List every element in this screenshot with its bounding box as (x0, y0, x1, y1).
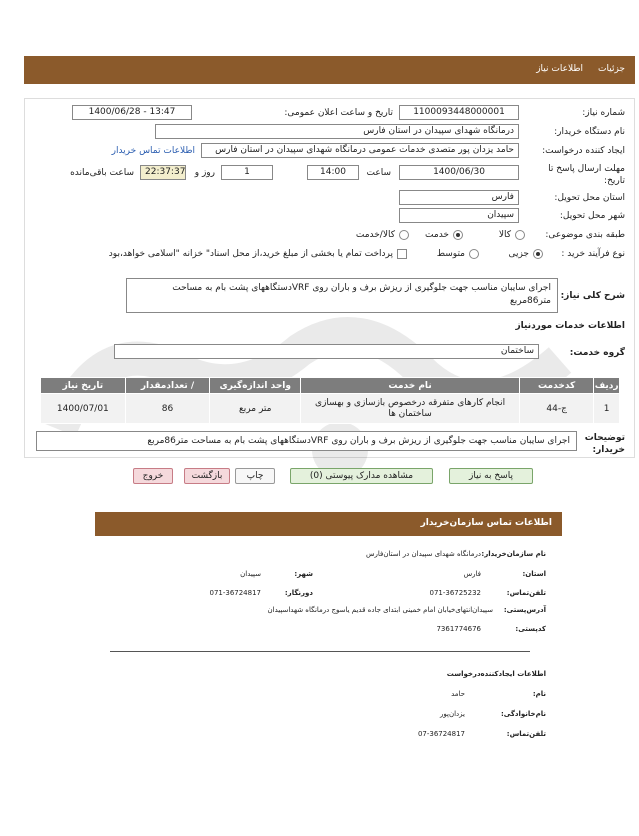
contact-phone-value: 071-36725232 (429, 589, 481, 597)
col-need-date: تاریخ نیاز (41, 378, 126, 394)
contact-address-value: سپیدان‌انتهای‌خیابان امام خمینی ابتدای جاده قدیم یاسوج درمانگاه شهداسپیدان (267, 606, 493, 614)
exit-button[interactable]: خروج (133, 468, 173, 484)
category-goods-radio[interactable] (515, 230, 525, 240)
creator-label: ایجاد کننده درخواست: (542, 146, 625, 156)
remaining-days-field: 1 (221, 165, 273, 180)
category-goods-label: کالا (498, 230, 511, 240)
creator-field: حامد یزدان پور متصدی خدمات عمومی درمانگاه شهدای سپیدان در استان فارس (201, 143, 519, 158)
remaining-time-label: ساعت باقی‌مانده (70, 168, 134, 178)
creator-info-title: اطلاعات ایجادکننده‌درخواست (446, 670, 546, 678)
need-number-label: شماره نیاز: (582, 108, 625, 118)
process-type-label: نوع فرآیند خرید : (561, 249, 625, 259)
contact-fax-label: دورنگار: (284, 589, 313, 597)
delivery-city-label: شهر محل تحویل: (559, 211, 625, 221)
buyer-contact-link[interactable]: اطلاعات تماس خریدار (111, 146, 195, 156)
tab-need-info[interactable]: اطلاعات نیاز (536, 64, 583, 74)
deadline-hour-field: 14:00 (307, 165, 359, 180)
table-row (41, 394, 620, 424)
contact-address-label: آدرس‌پستی: (503, 606, 546, 614)
process-partial-radio[interactable] (533, 249, 543, 259)
col-service-name: نام خدمت (301, 378, 520, 394)
remaining-time-field: 22:37:37 (140, 165, 186, 180)
creator-phone-label: تلفن‌تماس: (506, 730, 546, 738)
back-button[interactable]: بازگشت (184, 468, 230, 484)
process-partial-label: جزیی (508, 249, 529, 259)
services-table (40, 377, 620, 424)
contact-postal-value: 7361774676 (436, 625, 481, 633)
creator-name-value: حامد (451, 690, 465, 698)
need-number-field: 1100093448000001 (399, 105, 519, 120)
treasury-payment-checkbox[interactable] (397, 249, 407, 259)
contact-org-value: درمانگاه شهدای سپیدان در استان‌فارس (365, 550, 481, 558)
col-row: ردیف (594, 378, 620, 394)
top-nav-bar (24, 56, 635, 84)
creator-name-label: نام: (532, 690, 546, 698)
buyer-notes-label: توضیحات خریدار: (584, 433, 625, 455)
service-group-label: گروه خدمت: (569, 348, 625, 358)
delivery-province-field: فارس (399, 190, 519, 205)
buyer-org-label: نام دستگاه خریدار: (554, 127, 625, 137)
view-attachments-button[interactable]: مشاهده مدارک پیوستی (0) (290, 468, 433, 484)
process-medium-label: متوسط (436, 249, 465, 259)
summary-field: اجرای سایبان مناسب جهت جلوگیری از ریزش برف و باران روی VRFدستگاههای پشت بام به مساحت متر86مربع (126, 278, 558, 313)
col-service-code: کدخدمت (519, 378, 593, 394)
cell-service-name: انجام کارهای متفرقه درخصوص بازسازی و بهسازی ساختمان ها (301, 394, 520, 424)
announce-date-field: 1400/06/28 - 13:47 (72, 105, 192, 120)
remaining-days-label: روز و (194, 168, 215, 178)
cell-quantity: 86 (125, 394, 210, 424)
cell-row: 1 (594, 394, 620, 424)
contact-phone-label: تلفن‌تماس: (506, 589, 546, 597)
buyer-notes-field: اجرای سایبان مناسب جهت جلوگیری از ریزش برف و باران روی VRFدستگاههای پشت بام به مساحت متر86مربع (36, 431, 577, 451)
category-label: طبقه بندی موضوعی: (545, 230, 625, 240)
contact-province-label: استان: (522, 570, 546, 578)
creator-family-label: نام‌خانوادگی: (500, 710, 546, 718)
announce-date-label: تاریخ و ساعت اعلان عمومی: (284, 108, 393, 118)
reply-button[interactable]: پاسخ به نیاز (449, 468, 533, 484)
contact-province-value: فارس (463, 570, 481, 578)
deadline-label: مهلت ارسال پاسخ تا تاریخ: (548, 164, 625, 186)
contact-fax-value: 071-36724817 (209, 589, 261, 597)
contact-postal-label: کدپستی: (515, 625, 546, 633)
service-group-field: ساختمان (114, 344, 539, 359)
summary-label: شرح کلی نیاز: (560, 291, 625, 301)
cell-need-date: 1400/07/01 (41, 394, 126, 424)
contact-city-value: سپیدان (240, 570, 261, 578)
contact-city-label: شهر: (294, 570, 313, 578)
buyer-contact-title: اطلاعات تماس سازمان‌خریدار (420, 518, 552, 528)
process-medium-radio[interactable] (469, 249, 479, 259)
category-service-label: خدمت (425, 230, 449, 240)
print-button[interactable]: چاپ (235, 468, 275, 484)
treasury-payment-note: پرداخت تمام یا بخشی از مبلغ خرید،از محل اسناد" خزانه "اسلامی خواهد،بود (108, 249, 393, 259)
creator-family-value: یزدان‌پور (440, 710, 465, 718)
col-unit: واحد اندازه‌گیری (210, 378, 301, 394)
deadline-hour-label: ساعت (366, 168, 391, 178)
cell-service-code: ج-44 (519, 394, 593, 424)
creator-phone-value: 07-36724817 (417, 730, 465, 738)
services-info-title: اطلاعات خدمات موردنیاز (515, 321, 625, 331)
divider (110, 651, 530, 652)
cell-unit: متر مربع (210, 394, 301, 424)
deadline-date-field: 1400/06/30 (399, 165, 519, 180)
buyer-contact-header (95, 512, 562, 536)
buyer-org-field: درمانگاه شهدای سپیدان در استان فارس (155, 124, 519, 139)
delivery-province-label: استان محل تحویل: (554, 193, 625, 203)
contact-org-label: نام سازمان‌خریدار: (481, 550, 546, 558)
col-quantity: / تعدادمقدار (125, 378, 210, 394)
category-goods-service-label: کالا/خدمت (355, 230, 395, 240)
delivery-city-field: سپیدان (399, 208, 519, 223)
tab-details[interactable]: جزئیات (598, 64, 625, 74)
category-service-radio[interactable] (453, 230, 463, 240)
category-goods-service-radio[interactable] (399, 230, 409, 240)
